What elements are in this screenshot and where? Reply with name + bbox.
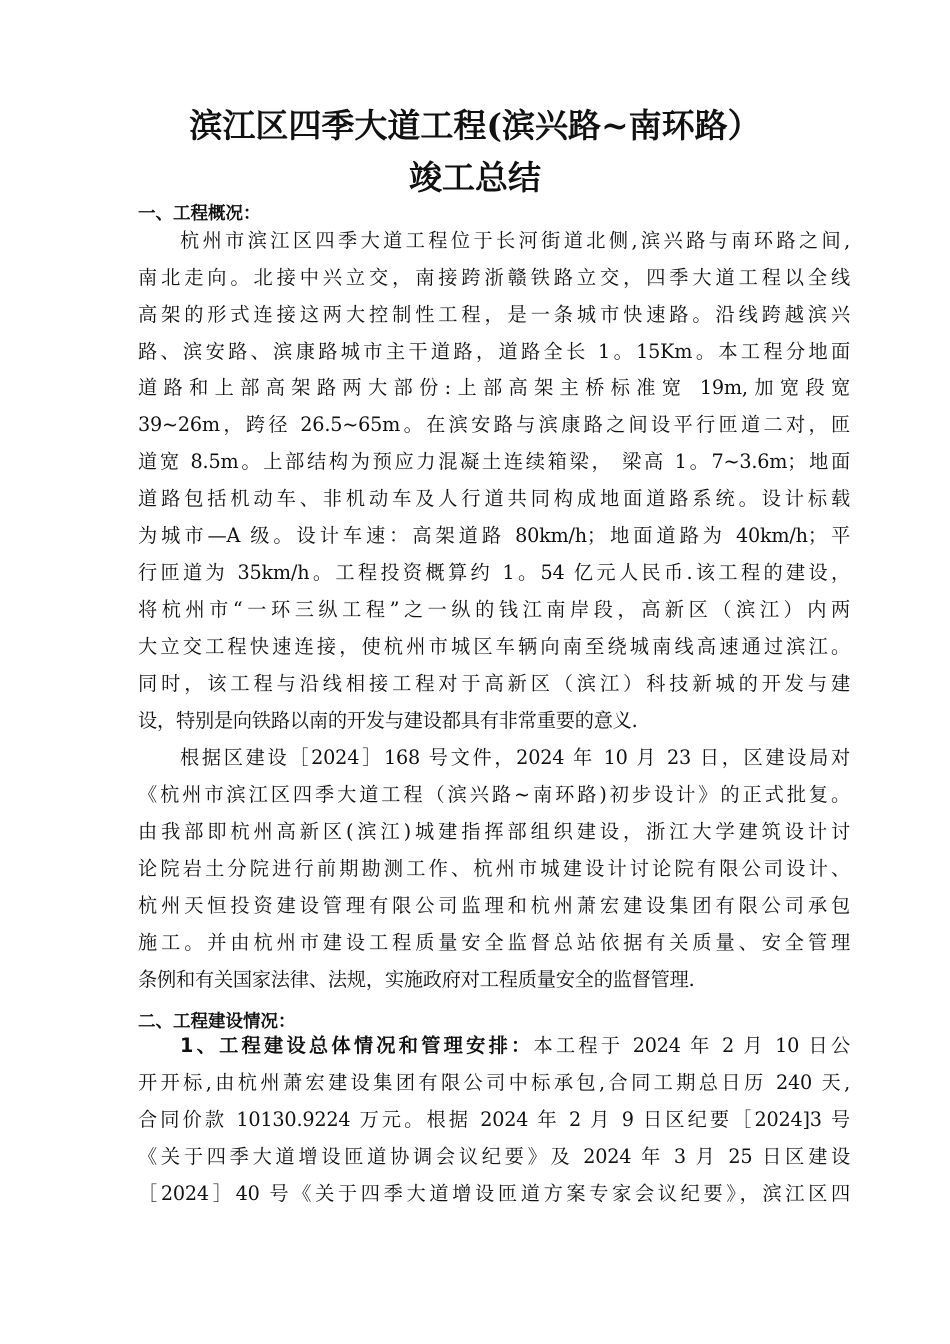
paragraph-line: 道路和上部高架路两大部份:上部高架主桥标准宽 19m,加宽段宽 bbox=[138, 376, 850, 399]
paragraph-line: 行匝道为 35km/h。工程投资概算约 1。54 亿元人民币.该工程的建设， bbox=[138, 561, 850, 584]
document-subtitle: 竣工总结 bbox=[409, 158, 541, 197]
paragraph-line: 南北走向。北接中兴立交，南接跨浙赣铁路立交，四季大道工程以全线 bbox=[138, 266, 850, 289]
paragraph-line: 杭州市滨江区四季大道工程位于长河街道北侧,滨兴路与南环路之间, bbox=[180, 229, 850, 252]
paragraph-line: 《杭州市滨江区四季大道工程（滨兴路~南环路)初步设计》的正式批复。 bbox=[138, 783, 850, 806]
paragraph-line: ［2024］40 号《关于四季大道增设匝道方案专家会议纪要》，滨江区四 bbox=[138, 1182, 850, 1205]
section-2-heading: 二、工程建设情况： bbox=[138, 1012, 296, 1032]
paragraph-line: 将杭州市“一环三纵工程”之一纵的钱江南岸段，高新区（滨江）内两 bbox=[138, 598, 850, 621]
paragraph-line: 条例和有关国家法律、法规，实施政府对工程质量安全的监督管理. bbox=[138, 968, 695, 991]
paragraph-line: 高架的形式连接这两大控制性工程，是一条城市快速路。沿线跨越滨兴 bbox=[138, 303, 850, 326]
document-title: 滨江区四季大道工程(滨兴路~南环路） bbox=[189, 106, 761, 145]
paragraph-line: 《关于四季大道增设匝道协调会议纪要》及 2024 年 3 月 25 日区建设 bbox=[138, 1145, 850, 1168]
paragraph-line: 大立交工程快速连接，使杭州市城区车辆向南至绕城南线高速通过滨江。 bbox=[138, 635, 850, 658]
paragraph-line: 由我部即杭州高新区(滨江)城建指挥部组织建设，浙江大学建筑设计讨 bbox=[138, 820, 850, 843]
paragraph-line: 论院岩土分院进行前期勘测工作、杭州市城建设计讨论院有限公司设计、 bbox=[138, 857, 850, 880]
paragraph-line: 同时，该工程与沿线相接工程对于高新区（滨江）科技新城的开发与建 bbox=[138, 672, 850, 695]
paragraph-line: 道宽 8.5m。上部结构为预应力混凝土连续箱梁， 梁高 1。7~3.6m；地面 bbox=[138, 450, 850, 473]
paragraph-line: 道路包括机动车、非机动车及人行道共同构成地面道路系统。设计标载 bbox=[138, 487, 850, 510]
paragraph-line: 开开标,由杭州萧宏建设集团有限公司中标承包,合同工期总日历 240 天, bbox=[138, 1071, 850, 1094]
paragraph-line: 为城市—A 级。设计车速：高架道路 80km/h；地面道路为 40km/h；平 bbox=[138, 524, 850, 547]
paragraph-line: 设，特别是向铁路以南的开发与建设都具有非常重要的意义. bbox=[138, 709, 638, 732]
section-1-heading: 一、工程概况： bbox=[138, 204, 261, 224]
paragraph-text: 本工程于 2024 年 2 月 10 日公 bbox=[533, 1034, 850, 1057]
subsection-heading: 1、工程建设总体情况和管理安排： bbox=[180, 1034, 534, 1057]
paragraph-line: 合同价款 10130.9224 万元。根据 2024 年 2 月 9 日区纪要［2024]3 号 bbox=[138, 1108, 850, 1131]
paragraph-line: 杭州天恒投资建设管理有限公司监理和杭州萧宏建设集团有限公司承包 bbox=[138, 894, 850, 917]
paragraph-line: 根据区建设［2024］168 号文件，2024 年 10 月 23 日，区建设局对 bbox=[180, 746, 850, 769]
paragraph-line: 施工。并由杭州市建设工程质量安全监督总站依据有关质量、安全管理 bbox=[138, 931, 850, 954]
paragraph-line bbox=[180, 1034, 850, 1058]
paragraph-line: 39~26m，跨径 26.5~65m。在滨安路与滨康路之间设平行匝道二对，匝 bbox=[138, 413, 850, 436]
paragraph-line: 路、滨安路、滨康路城市主干道路，道路全长 1。15Km。本工程分地面 bbox=[138, 340, 850, 363]
